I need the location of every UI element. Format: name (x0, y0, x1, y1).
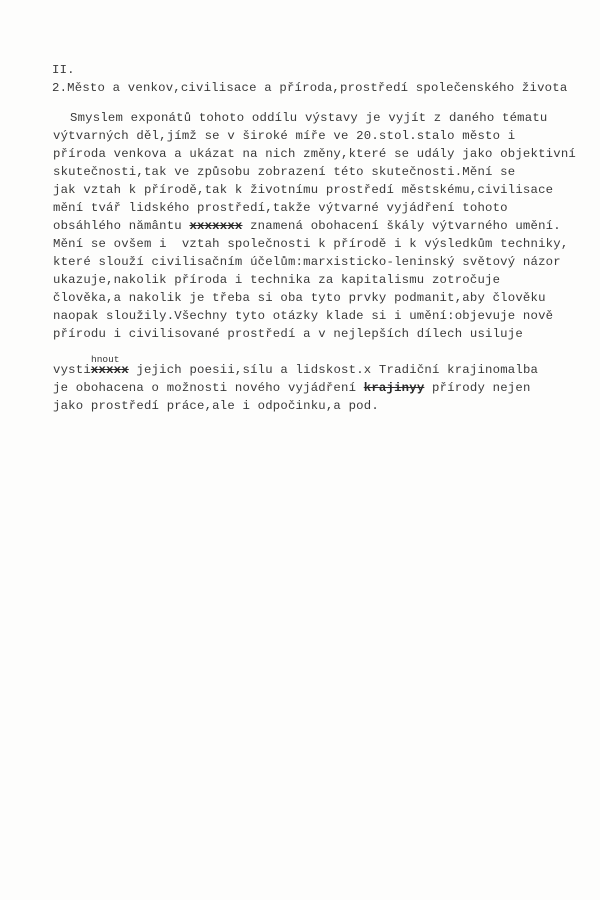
paragraph-line (53, 364, 538, 376)
line-text: přírody nejen (424, 381, 531, 395)
line-text: jejich poesii,sílu a lidskost.x Tradiční krajinomalba (128, 363, 539, 377)
paragraph-line: skutečnosti,tak ve způsobu zobrazení této skutečnosti.Mění se (53, 165, 516, 179)
paragraph-line: ukazuje,nakolik příroda i technika za kapitalismu zotročuje (53, 273, 501, 287)
struck-out-word: krajinyy (363, 381, 425, 395)
line-text: vysti (53, 363, 91, 377)
paragraph-line: jak vztah k přírodě,tak k životnímu prostředí městskému,civilisace (53, 183, 554, 197)
struck-out-word: xxxxxxx (189, 219, 243, 233)
paragraph-line: přírodu i civilisované prostředí a v nejlepších dílech usiluje (53, 327, 523, 341)
section-number: II. (52, 63, 75, 77)
struck-out-word: xxxxx (90, 363, 129, 377)
paragraph-line: Mění se ovšem i vztah společnosti k přírodě i k výsledkům techniky, (53, 237, 569, 251)
paragraph-line (53, 220, 561, 232)
paragraph-line: příroda venkova a ukázat na nich změny,které se udály jako objektivní (53, 147, 576, 161)
paragraph-line: člověka,a nakolik je třeba si oba tyto prvky podmanit,aby člověku (53, 291, 546, 305)
handwritten-correction: hnout (91, 354, 120, 365)
line-text: je obohacena o možnosti nového vyjádření (53, 381, 364, 395)
paragraph-line (53, 382, 531, 394)
paragraph-line: jako prostředí práce,ale i odpočinku,a pod. (53, 399, 379, 413)
paragraph-line: naopak sloužily.Všechny tyto otázky klade si i umění:objevuje nově (53, 309, 554, 323)
line-text: znamená obohacení škály výtvarného umění. (242, 219, 561, 233)
paragraph-line: které slouží civilisačním účelům:marxisticko-leninský světový názor (53, 255, 561, 269)
paragraph-line: Smyslem exponátů tohoto oddílu výstavy je vyjít z daného tématu (70, 111, 548, 125)
paragraph-line: mění tvář lidského prostředí,takže výtvarné vyjádření tohoto (53, 201, 508, 215)
paragraph-line: výtvarných děl,jímž se v široké míře ve 20.stol.stalo město i (53, 129, 516, 143)
line-text: obsáhlého nământu (53, 219, 190, 233)
section-title: 2.Město a venkov,civilisace a příroda,prostředí společenského života (52, 81, 568, 95)
